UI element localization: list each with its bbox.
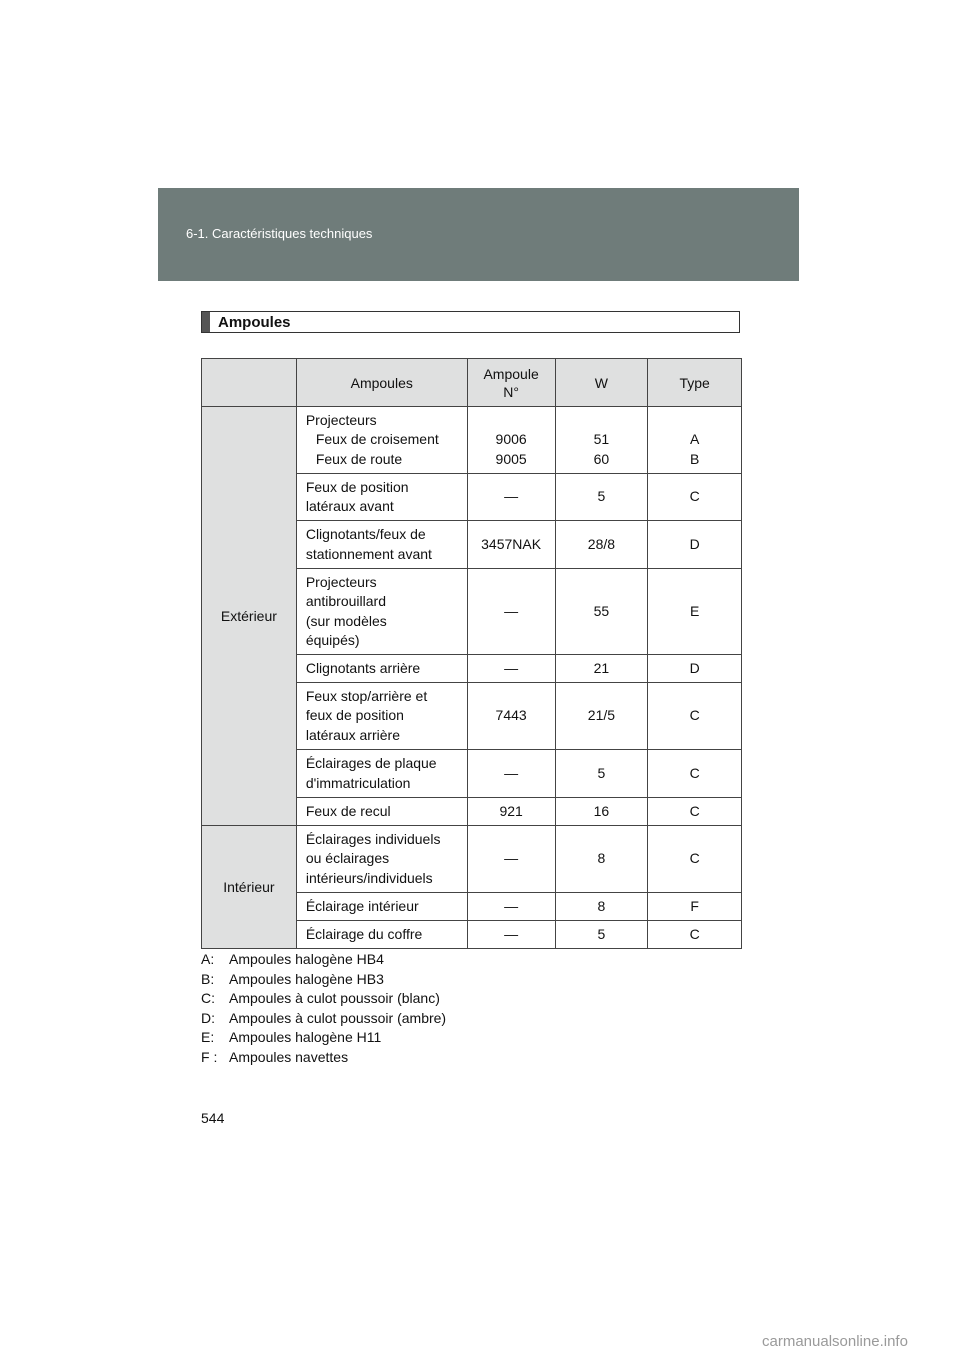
bulb-type-value: C (689, 707, 700, 724)
legend-key: A: (201, 951, 215, 967)
bulb-number-value: — (504, 602, 519, 619)
bulb-number-cell (467, 921, 555, 949)
legend-item (201, 1009, 446, 1029)
bulb-type-value: C (689, 850, 700, 867)
bulb-name-cell (296, 750, 467, 798)
bulb-name-line: Feux de recul (305, 802, 391, 819)
header-number: Ampoule N° (467, 359, 555, 407)
bulb-table (201, 358, 742, 949)
bulb-number-cell (467, 750, 555, 798)
bulb-name-line: Feux de croisement (315, 431, 439, 448)
bulb-watt-cell (555, 521, 648, 569)
bulb-name-line: intérieurs/individuels (305, 869, 433, 886)
bulb-type-value: A (689, 431, 700, 448)
zone-cell: Intérieur (202, 826, 297, 949)
bulb-watt-cell (555, 893, 648, 921)
bulb-name-line: Éclairages de plaque (305, 755, 437, 771)
bulb-type-value: D (689, 535, 700, 552)
legend-text: Ampoules halogène HB4 (229, 951, 384, 967)
bulb-watt-cell (555, 569, 648, 655)
bulb-number-value: 9005 (495, 450, 527, 467)
bulb-watt-cell (555, 798, 648, 826)
bulb-type-cell (648, 474, 742, 521)
bulb-name-line: antibrouillard (305, 593, 386, 609)
bulb-number-cell (467, 798, 555, 826)
bulb-watt-value: 51 (593, 431, 610, 448)
legend-item (201, 1028, 446, 1048)
legend-text: Ampoules à culot poussoir (blanc) (229, 990, 440, 1006)
bulb-watt-cell (555, 921, 648, 949)
legend-text: Ampoules halogène H11 (229, 1029, 382, 1045)
bulb-type-cell (648, 683, 742, 750)
bulb-type-cell (648, 750, 742, 798)
bulb-type-value: C (689, 925, 700, 942)
bulb-name-cell (296, 655, 467, 683)
bulb-number-value: — (504, 659, 519, 676)
bulb-type-value: B (689, 450, 700, 467)
bulb-name-line: Clignotants arrière (305, 659, 421, 676)
bulb-number-cell (467, 655, 555, 683)
bulb-name-line: Éclairages individuels (305, 830, 441, 847)
bulb-watt-value: 5 (597, 488, 606, 505)
header-band (158, 188, 799, 281)
legend-key: B: (201, 970, 215, 987)
bulb-watt-value: 5 (597, 925, 606, 942)
legend-key: C: (201, 990, 215, 1006)
watermark: carmanualsonline.info (762, 1333, 908, 1350)
bulb-name-line: Projecteurs (305, 411, 377, 428)
bulb-watt-cell (555, 474, 648, 521)
legend-item (201, 970, 446, 990)
bulb-type-cell (648, 826, 742, 893)
bulb-watt-value: 21/5 (587, 707, 616, 724)
bulb-watt-value: 16 (593, 802, 610, 819)
bulb-name-line: ou éclairages (305, 850, 390, 867)
section-title-text: Ampoules (218, 314, 291, 331)
bulb-type-cell (648, 407, 742, 474)
bulb-name-cell (296, 569, 467, 655)
bulb-name-line: stationnement avant (305, 545, 432, 562)
bulb-number-value: — (504, 764, 519, 781)
bulb-number-value: 7443 (495, 707, 527, 724)
bulb-number-cell (467, 569, 555, 655)
bulb-watt-cell (555, 407, 648, 474)
bulb-number-value: 921 (499, 802, 523, 819)
bulb-watt-value: 28/8 (587, 535, 616, 552)
bulb-number-cell (467, 474, 555, 521)
bulb-type-value: E (689, 602, 700, 619)
bulb-number-cell (467, 407, 555, 474)
bulb-name-cell (296, 798, 467, 826)
bulb-type-cell (648, 521, 742, 569)
bulb-watt-value: 8 (597, 850, 606, 867)
header-watt: W (555, 359, 648, 407)
bulb-name-line: Feux stop/arrière et (305, 687, 428, 704)
legend-key: D: (201, 1009, 215, 1026)
bulb-number-value: 3457NAK (481, 535, 542, 552)
bulb-type-cell (648, 569, 742, 655)
breadcrumb: 6-1. Caractéristiques techniques (186, 226, 373, 241)
bulb-name-line: équipés) (305, 632, 360, 648)
bulb-name-line: latéraux avant (305, 498, 394, 514)
legend-key: E: (201, 1029, 215, 1045)
bulb-number-value: — (504, 925, 519, 942)
bulb-type-value: C (689, 488, 700, 505)
bulb-number-cell (467, 893, 555, 921)
bulb-watt-value: 60 (593, 450, 610, 467)
legend-text: Ampoules navettes (229, 1048, 349, 1065)
bulb-type-cell (648, 893, 742, 921)
bulb-type-value: C (689, 764, 700, 781)
legend (201, 950, 446, 1067)
bulb-name-line: (sur modèles (305, 612, 387, 629)
bulb-name-cell (296, 474, 467, 521)
bulb-name-line: Éclairage du coffre (305, 925, 423, 942)
bulb-number-cell (467, 521, 555, 569)
bulb-number-value: 9006 (495, 431, 527, 448)
bulb-type-cell (648, 798, 742, 826)
bulb-name-line: d'immatriculation (305, 774, 411, 791)
bulb-watt-value: 5 (597, 764, 606, 781)
legend-item (201, 950, 446, 970)
bulb-name-cell (296, 826, 467, 893)
header-bulbs: Ampoules (296, 359, 467, 407)
bulb-watt-cell (555, 655, 648, 683)
section-title-bar (202, 312, 210, 332)
legend-item (201, 989, 446, 1009)
bulb-type-cell (648, 655, 742, 683)
table-row (202, 826, 742, 893)
bulb-name-cell (296, 521, 467, 569)
section-title (201, 311, 740, 333)
zone-cell: Extérieur (202, 407, 297, 826)
bulb-number-value: — (504, 850, 519, 867)
bulb-name-cell (296, 683, 467, 750)
legend-key: F : (201, 1048, 218, 1065)
bulb-name-line: feux de position (305, 707, 404, 724)
bulb-name-line: Projecteurs (305, 573, 377, 590)
header-type: Type (648, 359, 742, 407)
bulb-watt-cell (555, 683, 648, 750)
bulb-name-line: latéraux arrière (305, 726, 400, 743)
bulb-watt-value: 55 (593, 602, 610, 619)
bulb-watt-value: 8 (597, 897, 606, 914)
bulb-name-cell (296, 407, 467, 474)
bulb-type-value: D (689, 659, 700, 676)
bulb-name-cell (296, 921, 467, 949)
header-zone (202, 359, 297, 407)
bulb-watt-value: 21 (593, 659, 610, 676)
bulb-name-line: Clignotants/feux de (305, 526, 426, 542)
bulb-number-value: — (504, 897, 519, 914)
bulb-name-cell (296, 893, 467, 921)
bulb-type-value: F (690, 897, 699, 914)
bulb-name-line: Éclairage intérieur (305, 897, 419, 914)
bulb-type-value: C (689, 802, 700, 819)
legend-text: Ampoules halogène HB3 (229, 970, 384, 987)
bulb-name-line: Feux de position (305, 478, 409, 495)
table-row (202, 407, 742, 474)
bulb-number-cell (467, 826, 555, 893)
bulb-type-cell (648, 921, 742, 949)
bulb-watt-cell (555, 750, 648, 798)
page-number: 544 (201, 1110, 225, 1126)
legend-text: Ampoules à culot poussoir (ambre) (229, 1009, 447, 1026)
bulb-watt-cell (555, 826, 648, 893)
table-header-row (202, 359, 742, 407)
bulb-number-value: — (504, 488, 519, 505)
legend-item (201, 1048, 446, 1068)
bulb-name-line: Feux de route (315, 450, 403, 467)
bulb-number-cell (467, 683, 555, 750)
